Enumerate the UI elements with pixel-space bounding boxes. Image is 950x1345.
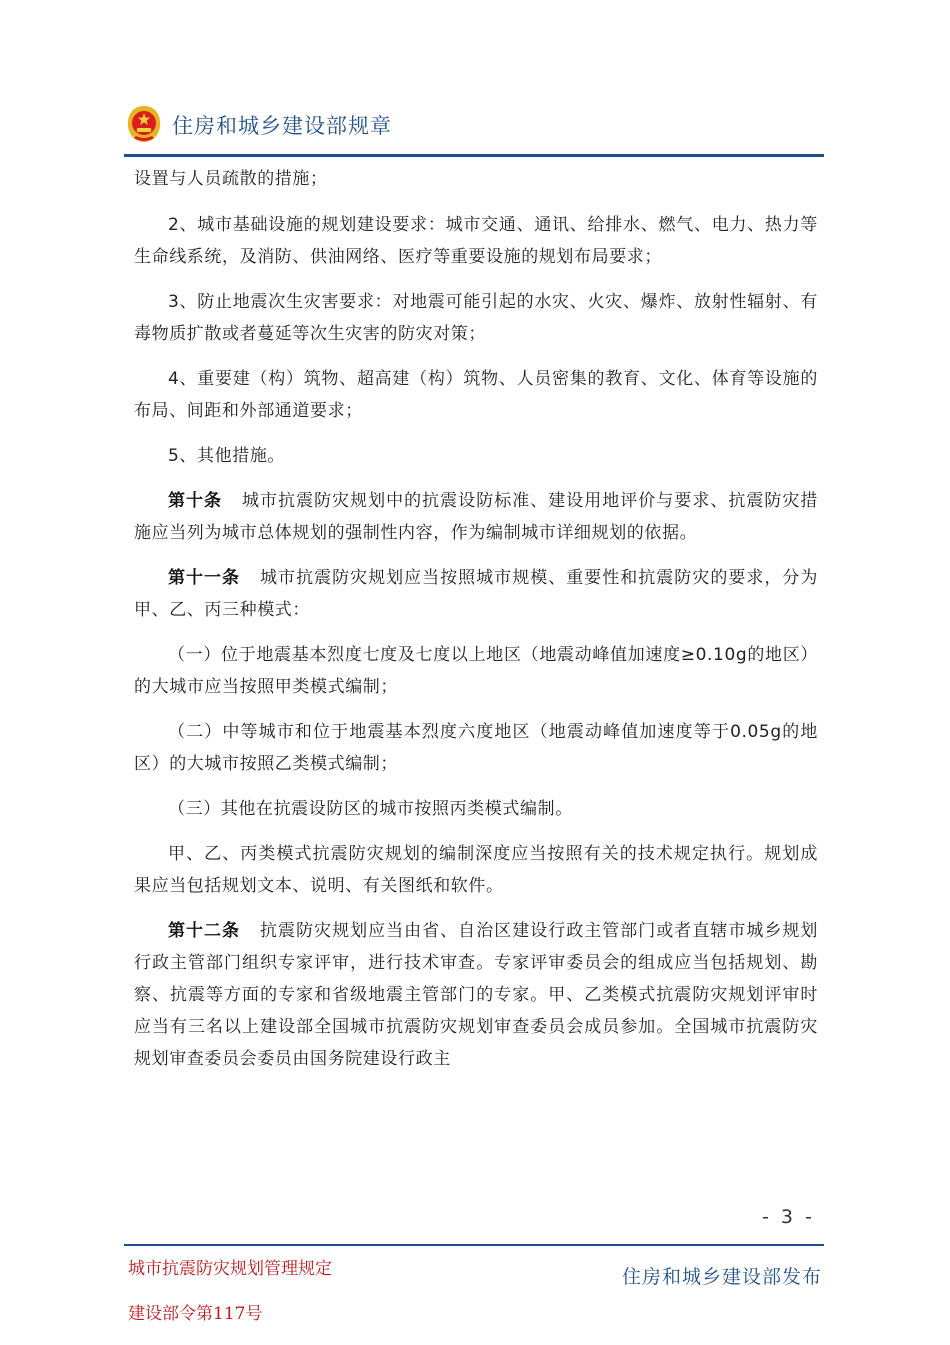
footer-divider [124,1244,824,1246]
regulation-body [134,163,818,1088]
paragraph-measure-2: 2、城市基础设施的规划建设要求：城市交通、通讯、给排水、燃气、电力、热力等生命线系统，及消防、供油网络、医疗等重要设施的规划布局要求； [134,215,818,267]
page-header [124,100,824,160]
footer-document-title: 城市抗震防灾规划管理规定 [128,1259,332,1279]
article-label: 第十二条 [168,921,241,941]
clause-1: （一）位于地震基本烈度七度及七度以上地区（地震动峰值加速度≥0.10g的地区）的大城市应当按照甲类模式编制； [134,645,818,697]
footer-order-number: 建设部令第117号 [128,1304,263,1324]
clause-2: （二）中等城市和位于地震基本烈度六度地区（地震动峰值加速度等于0.05g的地区）的大城市按照乙类模式编制； [134,722,818,774]
article-label: 第十一条 [168,568,241,588]
paragraph-measure-3: 3、防止地震次生灾害要求：对地震可能引起的水灾、火灾、爆炸、放射性辐射、有毒物质扩散或者蔓延等次生灾害的防灾对策； [134,292,818,344]
header-divider [124,154,824,157]
header-title: 住房和城乡建设部规章 [172,114,392,138]
paragraph-continuation: 设置与人员疏散的措施； [134,169,328,189]
clause-3: （三）其他在抗震设防区的城市按照丙类模式编制。 [168,799,573,819]
article-12: 第十二条 抗震防灾规划应当由省、自治区建设行政主管部门或者直辖市城乡规划行政主管部门组织专家评审，进行技术审查。专家评审委员会的组成应当包括规划、勘察、抗震等方面的专家和省级地震主管部门的专家。甲、乙类模式抗震防灾规划评审时应当有三名以上建设部全国城市抗震防灾规划审查委员会成员参加。全国城市抗震防灾规划审查委员会委员由国务院建设行政主 [134,921,818,1069]
article-11: 第十一条 城市抗震防灾规划应当按照城市规模、重要性和抗震防灾的要求，分为甲、乙、丙三种模式： [134,568,818,620]
paragraph-measure-4: 4、重要建（构）筑物、超高建（构）筑物、人员密集的教育、文化、体育等设施的布局、间距和外部通道要求； [134,369,818,421]
footer-publisher: 住房和城乡建设部发布 [621,1266,822,1288]
paragraph-depth-requirement: 甲、乙、丙类模式抗震防灾规划的编制深度应当按照有关的技术规定执行。规划成果应当包括规划文本、说明、有关图纸和软件。 [134,844,818,896]
article-label: 第十条 [168,491,223,511]
national-emblem-icon [126,104,162,144]
paragraph-measure-5: 5、其他措施。 [168,446,286,466]
page-number: - 3 - [762,1206,815,1228]
article-10: 第十条 城市抗震防灾规划中的抗震设防标准、建设用地评价与要求、抗震防灾措施应当列为城市总体规划的强制性内容，作为编制城市详细规划的依据。 [134,491,818,543]
